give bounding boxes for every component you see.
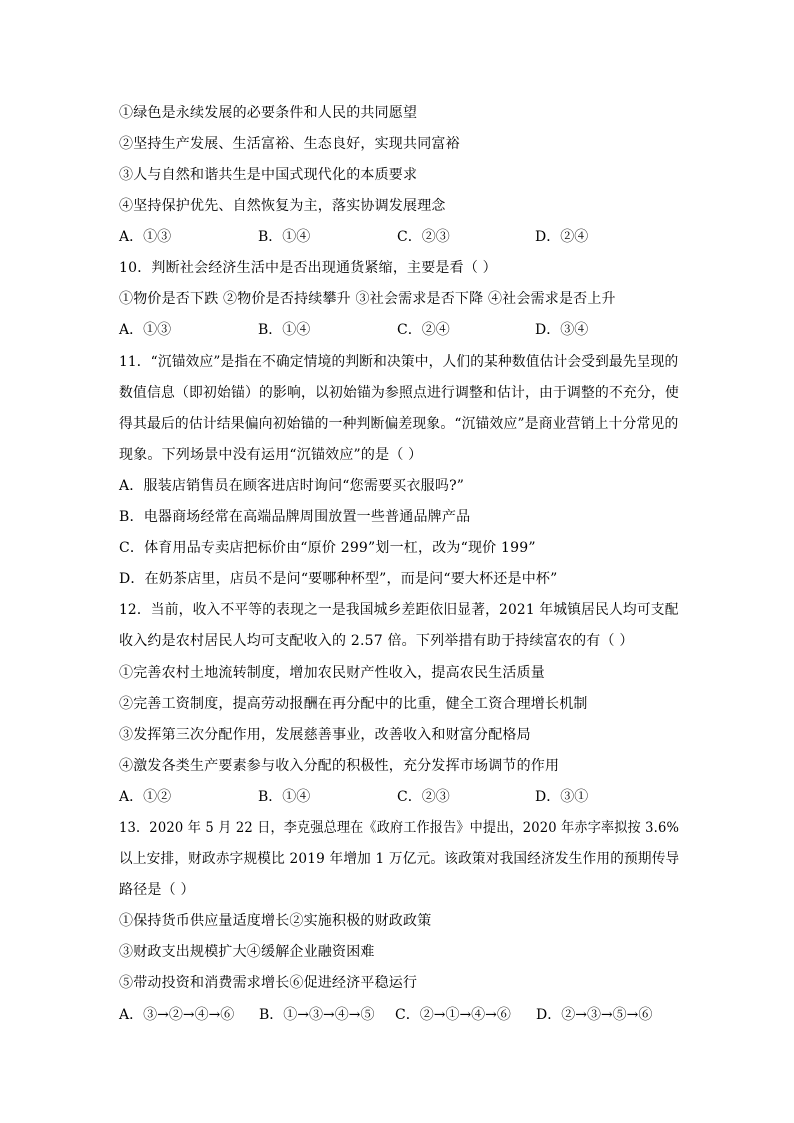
q11-stem-line-2: 数值信息（即初始锚）的影响，以初始锚为参照点进行调整和估计，由于调整的不充分，使 <box>119 385 680 401</box>
q12-option-b: B．①④ <box>258 789 311 805</box>
q13-options <box>119 1005 679 1025</box>
q10-option-b: B．①④ <box>258 322 311 338</box>
q9-item-4: ④坚持保护优先、自然恢复为主，落实协调发展理念 <box>119 198 446 214</box>
q12-option-c: C．②③ <box>397 789 450 805</box>
q9-option-b: B．①④ <box>258 229 311 245</box>
q13-item-line-3: ⑤带动投资和消费需求增长⑥促进经济平稳运行 <box>119 975 418 991</box>
q12-item-2: ②完善工资制度，提高劳动报酬在再分配中的比重，健全工资合理增长机制 <box>119 696 588 712</box>
q9-option-d: D．②④ <box>535 229 589 245</box>
q11-stem-line-3: 得其最后的估计结果偏向初始锚的一种判断偏差现象。“沉锚效应”是商业营销上十分常见的 <box>119 416 679 432</box>
q9-item-2: ②坚持生产发展、生活富裕、生态良好，实现共同富裕 <box>119 136 460 152</box>
q11-choice-b: B．电器商场经常在高端品牌周围放置一些普通品牌产品 <box>119 509 471 525</box>
q13-item-line-1: ①保持货币供应量适度增长②实施积极的财政政策 <box>119 913 432 929</box>
q11-stem-line-1: 11．“沉锚效应”是指在不确定情境的判断和决策中，人们的某种数值估计会受到最先呈现的 <box>119 354 679 370</box>
q9-item-3: ③人与自然和谐共生是中国式现代化的本质要求 <box>119 167 418 183</box>
q13-stem-line-1: 13．2020 年 5 月 22 日，李克强总理在《政府工作报告》中提出，2020 年赤字率拟按 3.6% <box>119 820 680 836</box>
q12-option-d: D．③① <box>535 789 589 805</box>
q9-item-1: ①绿色是永续发展的必要条件和人民的共同愿望 <box>119 105 418 121</box>
q9-option-a: A．①③ <box>119 229 172 245</box>
q10-stem: 10．判断社会经济生活中是否出现通货紧缩，主要是看（ ） <box>119 260 497 276</box>
q12-item-3: ③发挥第三次分配作用，发展慈善事业，改善收入和财富分配格局 <box>119 727 531 743</box>
q9-options <box>119 227 679 247</box>
q13-option-b: B．①→③→④→⑤ <box>259 1007 375 1023</box>
q11-stem-line-4: 现象。下列场景中没有运用“沉锚效应”的是（ ） <box>119 447 423 463</box>
q10-option-d: D．③④ <box>535 322 589 338</box>
q10-items: ①物价是否下跌 ②物价是否持续攀升 ③社会需求是否下降 ④社会需求是否上升 <box>119 291 616 307</box>
q12-item-4: ④激发各类生产要素参与收入分配的积极性，充分发挥市场调节的作用 <box>119 758 560 774</box>
q12-stem-line-1: 12．当前，收入不平等的表现之一是我国城乡差距依旧显著，2021 年城镇居民人均可支配 <box>119 602 679 618</box>
q11-choice-c: C．体育用品专卖店把标价由“原价 299”划一杠，改为“现价 199” <box>119 540 536 556</box>
q11-choice-d: D．在奶茶店里，店员不是问“要哪种杯型”，而是问“要大杯还是中杯” <box>119 571 558 587</box>
q13-stem-line-2: 以上安排，财政赤字规模比 2019 年增加 1 万亿元。该政策对我国经济发生作用的预期传导 <box>119 851 680 867</box>
q12-option-a: A．①② <box>119 789 172 805</box>
q11-choice-a: A．服装店销售员在顾客进店时询问“您需要买衣服吗?” <box>119 478 465 494</box>
q13-option-a: A．③→②→④→⑥ <box>119 1007 235 1023</box>
q9-option-c: C．②③ <box>397 229 450 245</box>
q13-item-line-2: ③财政支出规模扩大④缓解企业融资困难 <box>119 944 375 960</box>
q12-options <box>119 787 679 807</box>
q13-option-d: D．②→③→⑤→⑥ <box>536 1007 653 1023</box>
q10-option-a: A．①③ <box>119 322 172 338</box>
q10-option-c: C．②④ <box>397 322 450 338</box>
q13-stem-line-3: 路径是（ ） <box>119 882 195 898</box>
q12-item-1: ①完善农村土地流转制度，增加农民财产性收入，提高农民生活质量 <box>119 665 545 681</box>
q10-options <box>119 320 679 340</box>
q13-option-c: C．②→①→④→⑥ <box>395 1007 511 1023</box>
q12-stem-line-2: 收入约是农村居民人均可支配收入的 2.57 倍。下列举措有助于持续富农的有（ ） <box>119 633 634 649</box>
